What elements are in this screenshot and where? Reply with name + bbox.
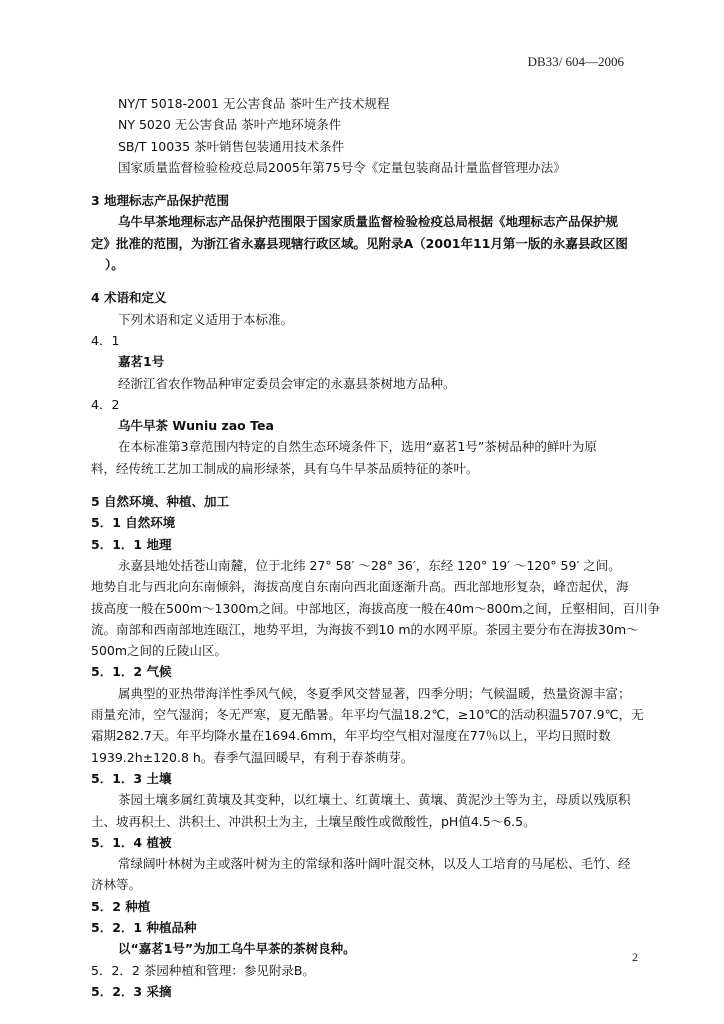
clause-heading: 5．2．3 采摘 <box>91 983 172 999</box>
clause-heading: 5．2．2 茶园种植和管理：参见附录B。 <box>91 962 315 978</box>
term-number: 4．2 <box>91 396 120 412</box>
paragraph-line: 地势自北与西北向东南倾斜，海拔高度自东南向西北面逐渐升高。西北部地形复杂，峰峦起伏，海 <box>91 579 629 595</box>
reference-list <box>91 93 644 178</box>
paragraph-line: 属典型的亚热带海洋性季风气候，冬夏季风交替显著，四季分明；气候温暖，热量资源丰富； <box>118 685 631 701</box>
reference-item: NY/T 5018-2001 无公害食品 茶叶生产技术规程 <box>118 96 390 111</box>
subsection-heading: 5．1 自然环境 <box>91 515 176 531</box>
paragraph-line: 茶园土壤多属红黄壤及其变种，以红壤土、红黄壤土、黄壤、黄泥沙土等为主，母质以残原积 <box>118 792 631 808</box>
section-4-intro: 下列术语和定义适用于本标准。 <box>118 311 294 327</box>
standard-code: DB33/ 604—2006 <box>527 54 624 69</box>
document-body <box>91 93 661 1002</box>
paragraph-line: 济林等。 <box>91 877 142 893</box>
section-3-paragraph: 定》批准的范围，为浙江省永嘉县现辖行政区域。见附录A（2001年11月第一版的永嘉县政区图 <box>91 235 628 251</box>
paragraph-line: 土、坡再积土、洪积土、冲洪积土为主，土壤呈酸性或微酸性，pH值4.5～6.5。 <box>91 813 536 829</box>
reference-item: 国家质量监督检验检疫总局2005年第75号令《定量包装商品计量监督管理办法》 <box>118 159 566 175</box>
section-3-paragraph: ）。 <box>105 257 124 273</box>
section-3-heading: 3 地理标志产品保护范围 <box>91 193 230 209</box>
reference-item: SB/T 10035 茶叶销售包装通用技术条件 <box>118 138 345 154</box>
term-definition: 料，经传统工艺加工制成的扁形绿茶，具有乌牛早茶品质特征的茶叶。 <box>91 460 479 476</box>
subsection-heading: 5．2 种植 <box>91 898 151 914</box>
paragraph-line: 永嘉县地处括苍山南麓，位于北纬 27° 58′ ～28° 36′，东经 120° 19′ ～120° 59′ 之间。 <box>118 557 621 573</box>
term-definition: 在本标准第3章范围内特定的自然生态环境条件下，选用“嘉茗1号”茶树品种的鲜叶为原 <box>118 439 597 455</box>
paragraph-line: 拔高度一般在500m～1300m之间。中部地区，海拔高度一般在40m～800m之间，丘壑相间，百川争 <box>91 600 661 616</box>
clause-heading: 5．2．1 种植品种 <box>91 919 197 935</box>
clause-heading: 5．1．3 土壤 <box>91 770 172 786</box>
paragraph-line: 1939.2h±120.8 h。春季气温回暖早，有利于春茶萌芽。 <box>91 749 414 765</box>
clause-heading: 5．1．2 气候 <box>91 664 172 680</box>
clause-heading: 5．1．4 植被 <box>91 834 172 850</box>
reference-item: NY 5020 无公害食品 茶叶产地环境条件 <box>118 117 342 133</box>
term-title: 嘉茗1号 <box>118 354 165 370</box>
paragraph-line: 以“嘉茗1号”为加工乌牛早茶的茶树良种。 <box>118 941 356 957</box>
term-title: 乌牛早茶 Wuniu zao Tea <box>118 418 274 434</box>
paragraph-line: 500m之间的丘陵山区。 <box>91 643 228 659</box>
paragraph-line: 霜期282.7天。年平均降水量在1694.6mm，年平均空气相对湿度在77％以上，平均日照时数 <box>91 728 611 744</box>
page-number: 2 <box>632 950 638 964</box>
clause-heading: 5．1．1 地理 <box>91 536 172 552</box>
section-3-paragraph: 乌牛早茶地理标志产品保护范围限于国家质量监督检验检疫总局根据《地理标志产品保护规 <box>118 214 619 230</box>
paragraph-line: 流。南部和西南部地连瓯江，地势平坦，为海拔不到10 m的水网平原。茶园主要分布在海拔30m～ <box>91 621 639 637</box>
paragraph-line: 常绿阔叶林树为主或落叶树为主的常绿和落叶阔叶混交林，以及人工培育的马尾松、毛竹、经 <box>118 856 631 872</box>
term-number: 4．1 <box>91 332 120 348</box>
paragraph-line: 雨量充沛，空气湿润；冬无严寒，夏无酷暑。年平均气温18.2℃，≥10℃的活动积温5707.9℃，无 <box>91 707 644 723</box>
section-5-heading: 5 自然环境、种植、加工 <box>91 494 230 510</box>
term-definition: 经浙江省农作物品种审定委员会审定的永嘉县茶树地方品种。 <box>118 375 456 391</box>
section-4-heading: 4 术语和定义 <box>91 290 167 306</box>
